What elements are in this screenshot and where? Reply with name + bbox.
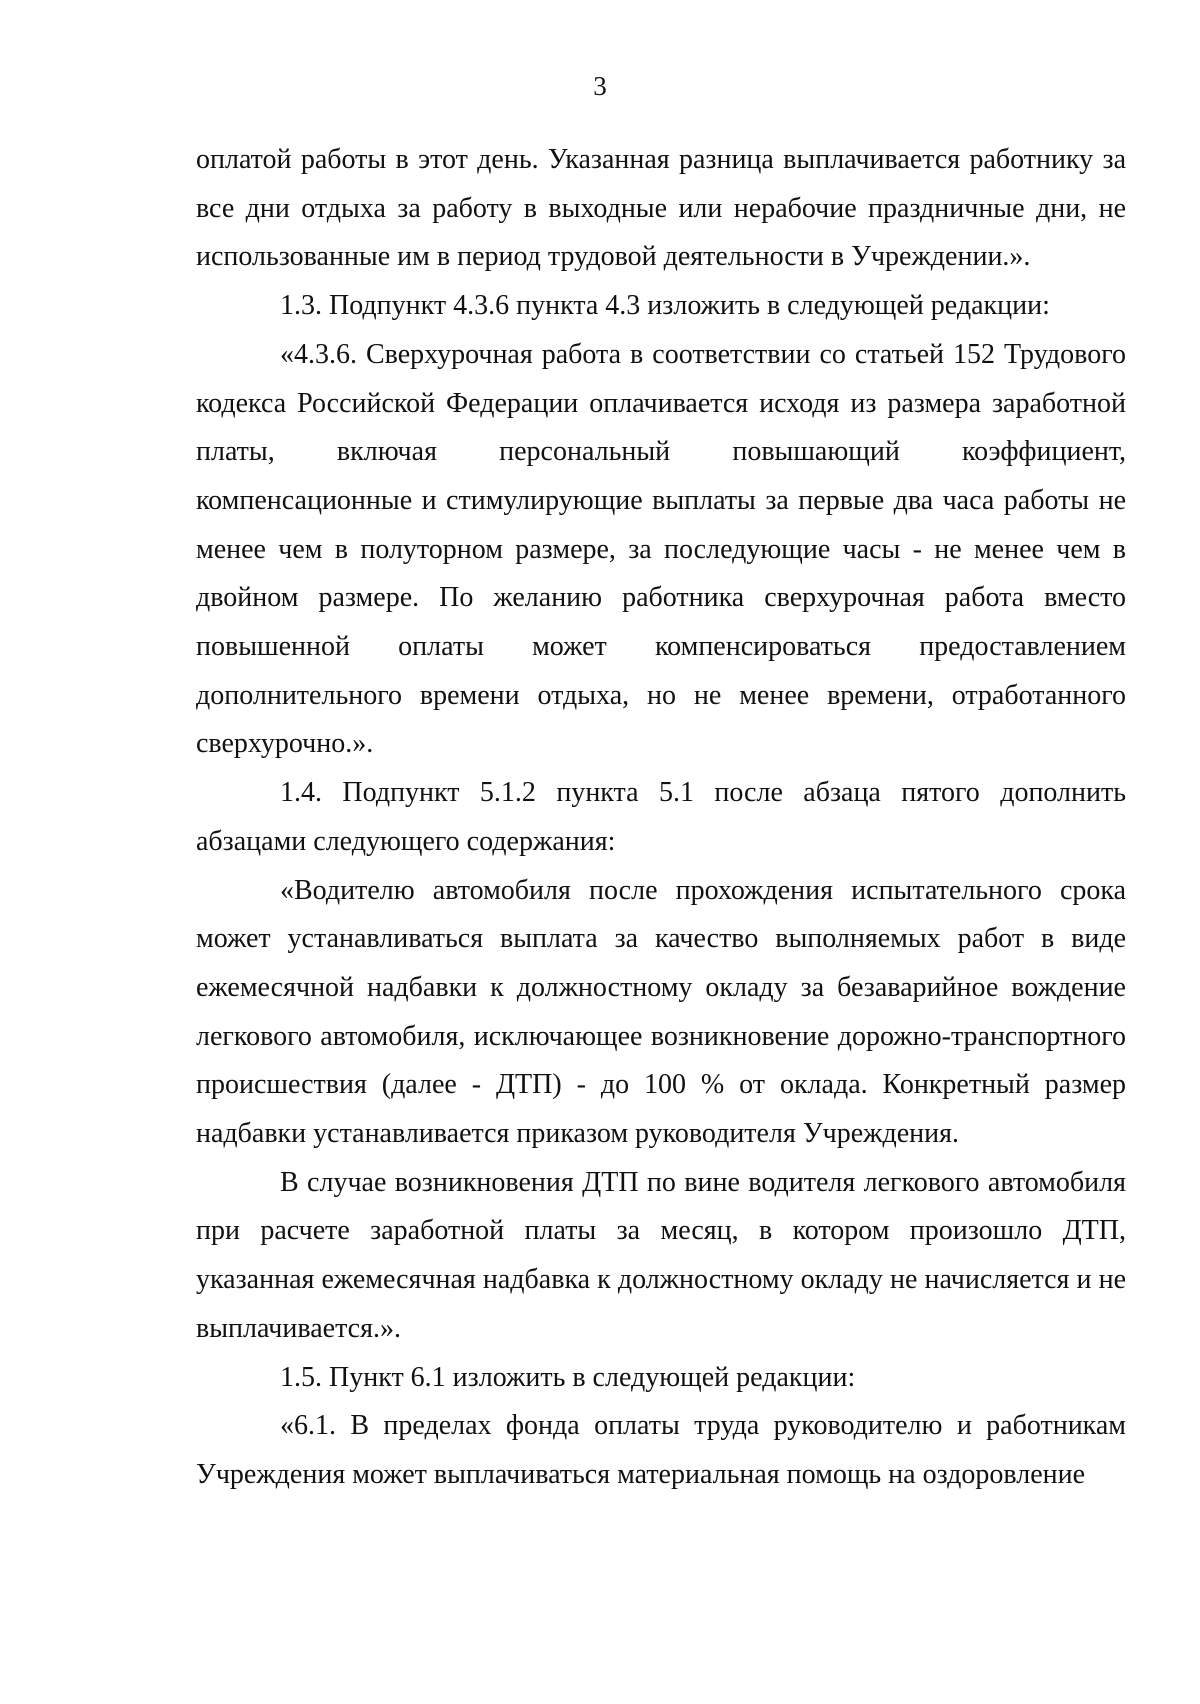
paragraph-item-1-5: 1.5. Пункт 6.1 изложить в следующей редакции: xyxy=(280,1361,856,1393)
paragraph-quote-6-1: «6.1. В пределах фонда оплаты труда руководителю и работникам Учреждения может выплачиваться материальная помощь на оздоровление xyxy=(196,1410,1126,1490)
paragraph-quote-4-3-6: «4.3.6. Сверхурочная работа в соответствии со статьей 152 Трудового кодекса Российской Федерации оплачивается исходя из размера заработной платы, включая персональный повышающий коэффициент, компенсационные и стимулирующие выплаты за первые два часа работы не менее чем в полуторном размере, за последующие часы - не менее чем в двойном размере. По желанию работника сверхурочная работа вместо повышенной оплаты может компенсироваться предоставлением дополнительного времени отдыха, но не менее времени, отработанного сверхурочно.». xyxy=(196,338,1126,760)
paragraph-accident-case: В случае возникновения ДТП по вине водителя легкового автомобиля при расчете заработной платы за месяц, в котором произошло ДТП, указанная ежемесячная надбавка к должностному окладу не начисляется и не выплачивается.». xyxy=(196,1166,1126,1344)
document-body xyxy=(196,136,1126,1500)
page-number: 3 xyxy=(593,71,607,101)
paragraph-continuation: оплатой работы в этот день. Указанная разница выплачивается работнику за все дни отдыха за работу в выходные или нерабочие праздничные дни, не использованные им в период трудовой деятельности в Учреждении.». xyxy=(196,144,1126,273)
paragraph-item-1-3: 1.3. Подпункт 4.3.6 пункта 4.3 изложить в следующей редакции: xyxy=(280,290,1050,322)
paragraph-item-1-4: 1.4. Подпункт 5.1.2 пункта 5.1 после абзаца пятого дополнить абзацами следующего содержания: xyxy=(196,777,1126,857)
paragraph-driver-bonus: «Водителю автомобиля после прохождения испытательного срока может устанавливаться выплата за качество выполняемых работ в виде ежемесячной надбавки к должностному окладу за безаварийное вождение легкового автомобиля, исключающее возникновение дорожно-транспортного происшествия (далее - ДТП) - до 100 % от оклада. Конкретный размер надбавки устанавливается приказом руководителя Учреждения. xyxy=(196,874,1126,1150)
